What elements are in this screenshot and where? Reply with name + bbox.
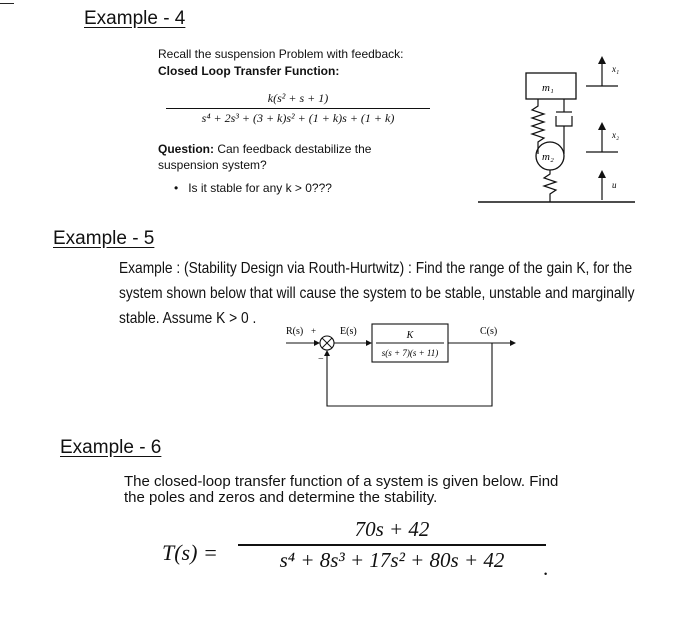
example6-line2: the poles and zeros and determine the stability.	[124, 489, 438, 506]
example4-question	[158, 141, 371, 157]
upper-spring	[532, 99, 544, 154]
example6-trailing-dot: .	[543, 556, 549, 580]
example4-heading: Example - 4	[84, 8, 186, 29]
x2-label: x₂	[612, 130, 620, 140]
example4-question-line2: suspension system?	[158, 158, 267, 172]
error-label-es: E(s)	[340, 326, 357, 337]
example4-question-label: Question:	[158, 142, 214, 156]
example4-tf-denominator: s⁴ + 2s³ + (3 + k)s² + (1 + k)s + (1 + k)	[201, 111, 395, 125]
example5-line3: stable. Assume K > 0 .	[119, 310, 257, 327]
example6-heading: Example - 6	[60, 437, 162, 458]
summing-minus-sign: −	[318, 354, 324, 365]
mass-m1-label: m₁	[542, 82, 554, 94]
example6-transfer-function	[238, 517, 546, 573]
mass-m2-label: m₂	[542, 151, 554, 163]
x1-label: x₁	[612, 64, 620, 74]
summing-plus-sign: +	[311, 326, 317, 336]
example4-bullet: • Is it stable for any k > 0???	[174, 180, 332, 196]
example6-numerator: 70s + 42	[354, 517, 430, 541]
example5-line1: Example : (Stability Design via Routh-Hurtwitz) : Find the range of the gain K, for the	[119, 260, 633, 277]
plant-denominator: s(s + 7)(s + 11)	[381, 348, 439, 358]
example6-line1: The closed-loop transfer function of a system is given below. Find	[124, 473, 559, 490]
example4-tf-numerator: k(s² + s + 1)	[267, 91, 329, 105]
example5-heading: Example - 5	[53, 228, 155, 249]
feedback-block-diagram	[282, 318, 522, 414]
example4-recall-text: Recall the suspension Problem with feedback:	[158, 47, 404, 61]
top-edge-mark: —	[0, 0, 14, 10]
example4-transfer-function	[166, 91, 430, 126]
example6-denominator: s⁴ + 8s³ + 17s² + 80s + 42	[279, 547, 505, 572]
suspension-system-figure	[470, 50, 635, 210]
example4-question-line1: Can feedback destabilize the	[217, 142, 372, 156]
output-label-cs: C(s)	[480, 326, 498, 337]
u-label: u	[612, 180, 617, 190]
example4-tf-title: Closed Loop Transfer Function:	[158, 64, 340, 78]
input-label-rs: R(s)	[286, 326, 304, 337]
example6-lhs: T(s) =	[162, 540, 218, 565]
tire-spring	[544, 170, 556, 202]
example5-line2: system shown below that will cause the system to be stable, unstable and marginally	[119, 285, 635, 302]
plant-numerator: K	[406, 330, 414, 341]
